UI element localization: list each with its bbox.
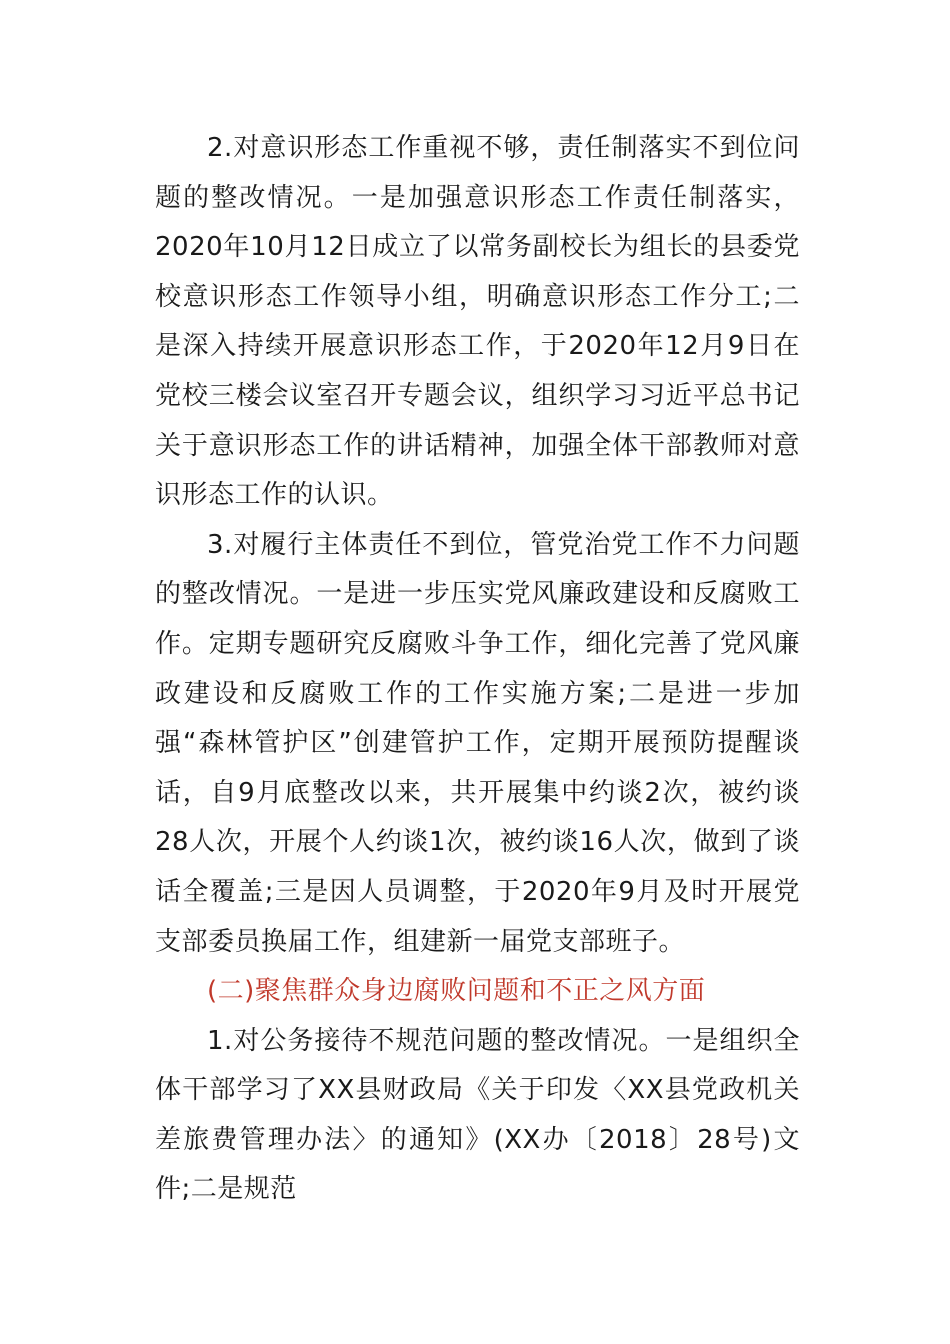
paragraph-item-4: 1.对公务接待不规范问题的整改情况。一是组织全体干部学习了XX县财政局《关于印发〈XX县党政机关差旅费管理办法〉的通知》(XX办〔2018〕28号)文件;二是规范 xyxy=(155,1025,800,1205)
document-body xyxy=(155,124,800,1215)
section-heading: (二)聚焦群众身边腐败问题和不正之风方面 xyxy=(207,976,706,1007)
paragraph-item-2: 2.对意识形态工作重视不够，责任制落实不到位问题的整改情况。一是加强意识形态工作责任制落实，2020年10月12日成立了以常务副校长为组长的县委党校意识形态工作领导小组，明确意识形态工作分工;二是深入持续开展意识形态工作，于2020年12月9日在党校三楼会议室召开专题会议，组织学习习近平总书记关于意识形态工作的讲话精神，加强全体干部教师对意识形态工作的认识。 xyxy=(155,133,800,511)
paragraph-item-3: 3.对履行主体责任不到位，管党治党工作不力问题的整改情况。一是进一步压实党风廉政建设和反腐败工作。定期专题研究反腐败斗争工作，细化完善了党风廉政建设和反腐败工作的工作实施方案;二是进一步加强“森林管护区”创建管护工作，定期开展预防提醒谈话，自9月底整改以来，共开展集中约谈2次，被约谈28人次，开展个人约谈1次，被约谈16人次，做到了谈话全覆盖;三是因人员调整，于2020年9月及时开展党支部委员换届工作，组建新一届党支部班子。 xyxy=(155,529,800,957)
